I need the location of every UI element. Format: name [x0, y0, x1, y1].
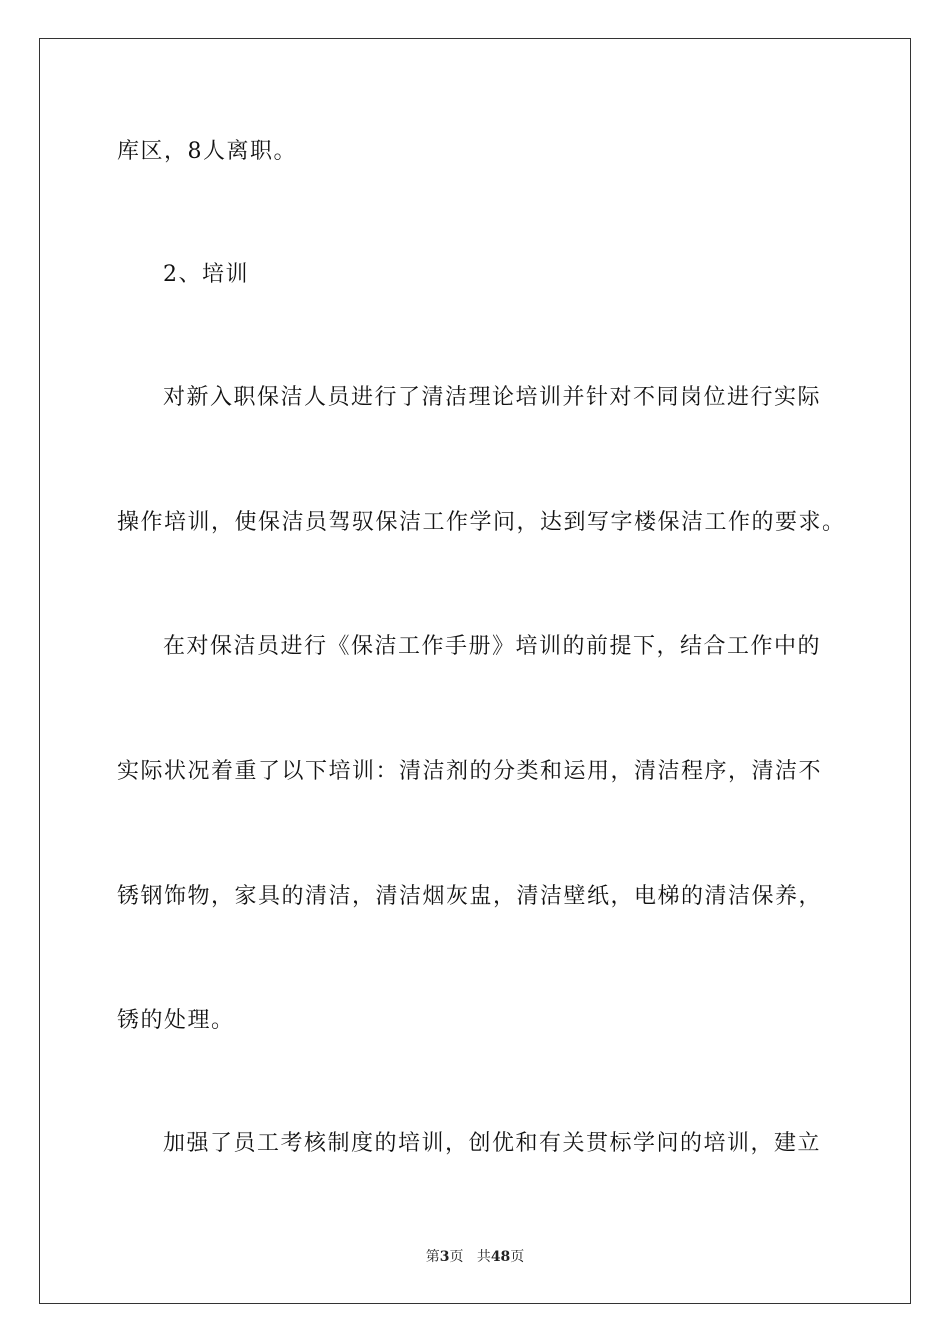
text-line: 操作培训，使保洁员驾驭保洁工作学问，达到写字楼保洁工作的要求。	[117, 510, 846, 535]
total-suffix: 页	[510, 1249, 525, 1265]
text-line: 在对保洁员进行《保洁工作手册》培训的前提下，结合工作中的	[163, 634, 822, 659]
page-border	[39, 38, 911, 1304]
text-line: 库区，8人离职。	[117, 139, 297, 164]
text-line: 加强了员工考核制度的培训，创优和有关贯标学问的培训，建立	[163, 1131, 822, 1156]
text-line: 对新入职保洁人员进行了清洁理论培训并针对不同岗位进行实际	[163, 385, 822, 410]
total-prefix: 共	[476, 1249, 491, 1265]
section-heading: 2、培训	[163, 262, 249, 287]
text-line: 锈钢饰物，家具的清洁，清洁烟灰盅，清洁壁纸，电梯的清洁保养，	[117, 884, 823, 909]
total-pages: 48	[490, 1249, 511, 1265]
page-footer	[0, 1247, 950, 1267]
page-prefix: 第	[425, 1249, 440, 1265]
text-line: 实际状况着重了以下培训：清洁剂的分类和运用，清洁程序，清洁不	[117, 759, 823, 784]
page-suffix: 页	[449, 1249, 464, 1265]
text-line: 锈的处理。	[117, 1008, 235, 1033]
page-number: 3	[439, 1249, 450, 1265]
